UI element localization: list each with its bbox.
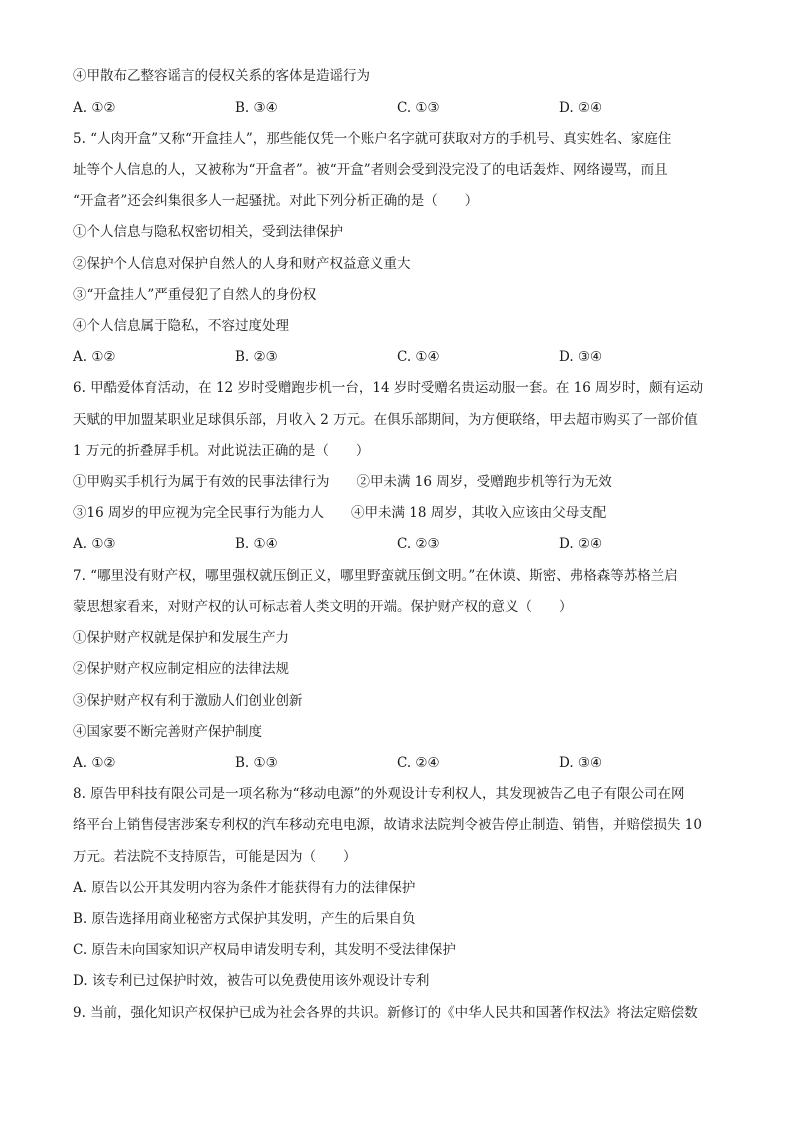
q8-stem-line-2: 络平台上销售侵害涉案专利权的汽车移动充电电源，故请求法院判令被告停止制造、销售，并赔偿损失 10 xyxy=(73,817,702,833)
q6-stem-line-1: 6. 甲酷爱体育活动，在 12 岁时受赠跑步机一台，14 岁时受赠名贵运动服一套。在 16 周岁时，颇有运动 xyxy=(73,380,704,396)
q8-choice-c: C. 原告未向国家知识产权局申请发明专利，其发明不受法律保护 xyxy=(73,942,456,958)
q7-statement-1: ①保护财产权就是保护和发展生产力 xyxy=(73,630,289,646)
q4-options xyxy=(73,99,723,117)
q4-option-c: C. ①③ xyxy=(397,100,440,116)
q6-option-a: A. ①③ xyxy=(73,536,116,552)
q7-option-d: D. ③④ xyxy=(559,755,603,771)
q7-option-a: A. ①② xyxy=(73,755,116,771)
q4-statement-4: ④甲散布乙整容谣言的侵权关系的客体是造谣行为 xyxy=(73,68,370,84)
q6-option-b: B. ①④ xyxy=(235,536,278,552)
q7-options xyxy=(73,754,723,772)
q7-stem-line-2: 蒙思想家看来，对财产权的认可标志着人类文明的开端。保护财产权的意义（ ） xyxy=(73,599,573,615)
q5-statement-4: ④个人信息属于隐私，不容过度处理 xyxy=(73,318,289,334)
q4-option-d: D. ②④ xyxy=(559,100,603,116)
q7-stem-line-1: 7. “哪里没有财产权，哪里强权就压倒正义，哪里野蛮就压倒文明。”在休谟、斯密、弗格森等苏格兰启 xyxy=(73,568,678,584)
q7-statement-3: ③保护财产权有利于激励人们创业创新 xyxy=(73,693,303,709)
q6-statements-row-1: ①甲购买手机行为属于有效的民事法律行为 ②甲未满 16 周岁，受赠跑步机等行为无效 xyxy=(73,474,612,490)
q7-option-c: C. ②④ xyxy=(397,755,440,771)
q5-option-b: B. ②③ xyxy=(235,349,278,365)
q6-options xyxy=(73,535,723,553)
q6-stem-line-2: 天赋的甲加盟某职业足球俱乐部，月收入 2 万元。在俱乐部期间，为方便联络，甲去超市购买了一部价值 xyxy=(73,412,698,428)
q7-statement-4: ④国家要不断完善财产保护制度 xyxy=(73,724,262,740)
q5-statement-2: ②保护个人信息对保护自然人的人身和财产权益意义重大 xyxy=(73,256,411,272)
q9-stem-line-1: 9. 当前，强化知识产权保护已成为社会各界的共识。新修订的《中华人民共和国著作权法》将法定赔偿数 xyxy=(73,1005,698,1021)
q5-options xyxy=(73,348,723,366)
q5-option-d: D. ③④ xyxy=(559,349,603,365)
q7-statement-2: ②保护财产权应制定相应的法律法规 xyxy=(73,661,289,677)
q8-choice-a: A. 原告以公开其发明内容为条件才能获得有力的法律保护 xyxy=(73,880,416,896)
q5-statement-1: ①个人信息与隐私权密切相关，受到法律保护 xyxy=(73,224,343,240)
q5-stem-line-1: 5. “人肉开盒”又称“开盒挂人”，那些能仅凭一个账户名字就可获取对方的手机号、真实姓名、家庭住 xyxy=(73,131,672,147)
q6-option-c: C. ②③ xyxy=(397,536,440,552)
q6-stem-line-3: 1 万元的折叠屏手机。对此说法正确的是（ ） xyxy=(73,443,370,459)
q5-option-c: C. ①④ xyxy=(397,349,440,365)
q8-stem-line-3: 万元。若法院不支持原告，可能是因为（ ） xyxy=(73,849,357,865)
q6-option-d: D. ②④ xyxy=(559,536,603,552)
q5-stem-line-2: 址等个人信息的人，又被称为“开盒者”。被“开盒”者则会受到没完没了的电话轰炸、网络谩骂，而且 xyxy=(73,162,668,178)
q6-statements-row-2: ③16 周岁的甲应视为完全民事行为能力人 ④甲未满 18 周岁，其收入应该由父母支配 xyxy=(73,505,607,521)
q5-stem-line-3: “开盒者”还会纠集很多人一起骚扰。对此下列分析正确的是（ ） xyxy=(73,193,479,209)
q5-option-a: A. ①② xyxy=(73,349,116,365)
q4-option-b: B. ③④ xyxy=(235,100,278,116)
q5-statement-3: ③“开盒挂人”严重侵犯了自然人的身份权 xyxy=(73,287,317,303)
q8-choice-d: D. 该专利已过保护时效，被告可以免费使用该外观设计专利 xyxy=(73,973,430,989)
q7-option-b: B. ①③ xyxy=(235,755,278,771)
q8-stem-line-1: 8. 原告甲科技有限公司是一项名称为“移动电源”的外观设计专利权人，其发现被告乙电子有限公司在网 xyxy=(73,786,685,802)
q4-option-a: A. ①② xyxy=(73,100,116,116)
q8-choice-b: B. 原告选择用商业秘密方式保护其发明，产生的后果自负 xyxy=(73,911,416,927)
